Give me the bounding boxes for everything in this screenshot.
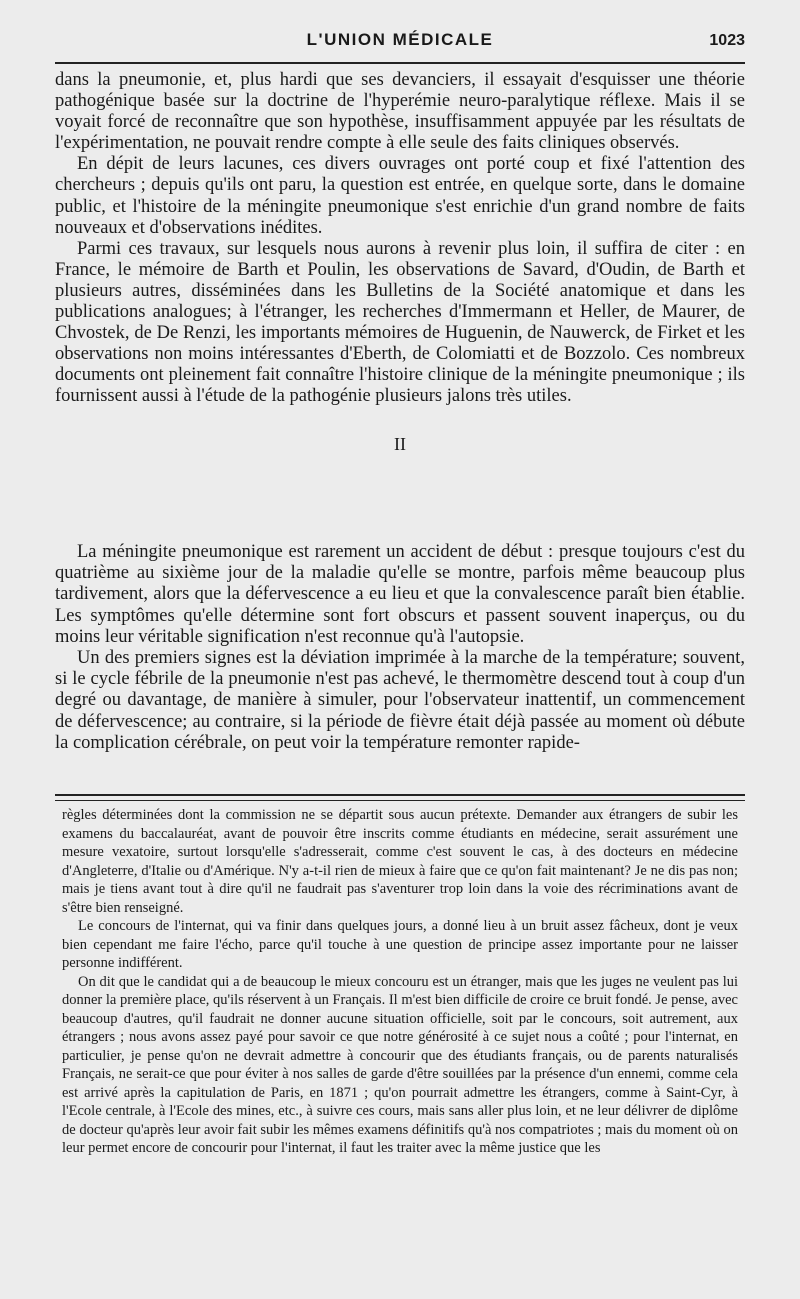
footnote-block: [62, 806, 738, 1158]
main-text-lower: [55, 542, 745, 754]
journal-title: L'UNION MÉDICALE: [306, 30, 494, 49]
footnote-paragraph: On dit que le candidat qui a de beaucoup le mieux concouru est un étranger, mais que les juges ne veulent pas lui donner la première place, qu'ils réservent à un Français. Il m'est bien difficile de croire ce bruit fondé. Je pense, avec beaucoup d'autres, qu'il faudrait ne donner aucune situation officielle, soit par le concours, soit autrement, aux étrangers ; nous avons assez payé pour savoir ce que notre générosité à ce sujet nous a coûté ; pour l'internat, en particulier, je pense qu'on ne devrait admettre à concourir que des étudiants français, ou de parents naturalisés Français, ne serait-ce que pour éviter à nos salles de garde d'être souillées par la présence d'un ennemi, comme cela est arrivé après la capitulation de Paris, en 1871 ; qu'on pourrait admettre les étrangers, comme à Saint-Cyr, à l'Ecole centrale, à l'Ecole des mines, etc., à suivre ces cours, mais sans aller plus loin, et ne leur délivrer de diplôme de docteur qu'après leur avoir fait subir les mêmes examens définitifs qu'à nos compatriotes ; mais du moment où on leur permet encore de concourir pour l'internat, il faut les traiter avec la même justice que les: [62, 973, 738, 1156]
body-paragraph: En dépit de leurs lacunes, ces divers ouvrages ont porté coup et fixé l'attention des chercheurs ; depuis qu'ils ont paru, la question est entrée, en quelque sorte, dans le domaine public, et l'histoire de la méningite pneumonique s'est enrichie d'un grand nombre de faits nouveaux et d'observations inédites.: [55, 154, 745, 238]
section-heading: II: [394, 433, 406, 454]
footnote-separator: [55, 794, 745, 801]
body-paragraph: La méningite pneumonique est rarement un accident de début : presque toujours c'est du quatrième au sixième jour de la maladie qu'elle se montre, parfois même beaucoup plus tardivement, alors que la défervescence a eu lieu et que la convalescence paraît bien établie. Les symptômes qu'elle détermine sont fort obscurs et passent souvent inaperçus, ou du moins leur véritable signification n'est reconnue qu'à l'autopsie.: [55, 542, 745, 647]
footnote-paragraph: règles déterminées dont la commission ne se départit sous aucun prétexte. Demander aux étrangers de subir les examens du baccalauréat, avant de pouvoir être inscrits comme étudiants en médecine, serait assurément une mesure vexatoire, surtout lorsqu'elle s'adresserait, comme c'est souvent le cas, à des docteurs en médecine d'Angleterre, d'Italie ou d'Amérique. N'y a-t-il rien de mieux à faire que ce qu'on fait maintenant? Je ne dis pas non; mais je tiens avant tout à dire qu'il ne faudrait pas s'aventurer trop loin dans la voie des récriminations avant de s'être bien renseigné.: [62, 807, 738, 916]
header-rule: [55, 62, 745, 64]
body-paragraph: Parmi ces travaux, sur lesquels nous aurons à revenir plus loin, il suffira de citer : en France, le mémoire de Barth et Poulin, les observations de Savard, d'Oudin, de Barth et plusieurs autres, disséminées dans les Bulletins de la Société anatomique et dans les publications analogues; à l'étranger, les recherches d'Immermann et Heller, de Maurer, de Chvostek, de De Renzi, les importants mémoires de Huguenin, de Nauwerck, de Firket et les observations non moins intéressantes d'Eberth, de Colomiatti et de Bozzolo. Ces nombreux documents ont pleinement fait connaître l'histoire clinique de la méningite pneumonique ; ils fournissent aussi à l'étude de la pathogénie plusieurs jalons très utiles.: [55, 238, 745, 407]
body-paragraph: dans la pneumonie, et, plus hardi que ses devanciers, il essayait d'esquisser une théorie pathogénique basée sur la doctrine de l'hyperémie neuro-paralytique réflexe. Mais il se voyait forcé de reconnaître que son hypothèse, insuffisamment appuyée par les résultats de l'expérimentation, ne pouvait rendre compte à elle seule des faits cliniques observés.: [55, 70, 745, 154]
main-text-upper: [55, 70, 745, 469]
page-header: [55, 30, 745, 64]
page-number: 1023: [709, 32, 745, 49]
footnote-paragraph: Le concours de l'internat, qui va finir dans quelques jours, a donné lieu à un bruit assez fâcheux, dont je veux bien cependant me faire l'écho, parce qu'il touche à une question de principe assez importante pour ne laisser personne indifférent.: [62, 918, 738, 971]
body-paragraph: Un des premiers signes est la déviation imprimée à la marche de la température; souvent, si le cycle fébrile de la pneumonie n'est pas achevé, le thermomètre descend tout à coup d'un degré ou davantage, de manière à simuler, pour l'observateur inattentif, un commencement de défervescence; au contraire, si la période de fièvre était déjà passée au moment où débute la complication cérébrale, on peut voir la température remonter rapide-: [55, 648, 745, 753]
